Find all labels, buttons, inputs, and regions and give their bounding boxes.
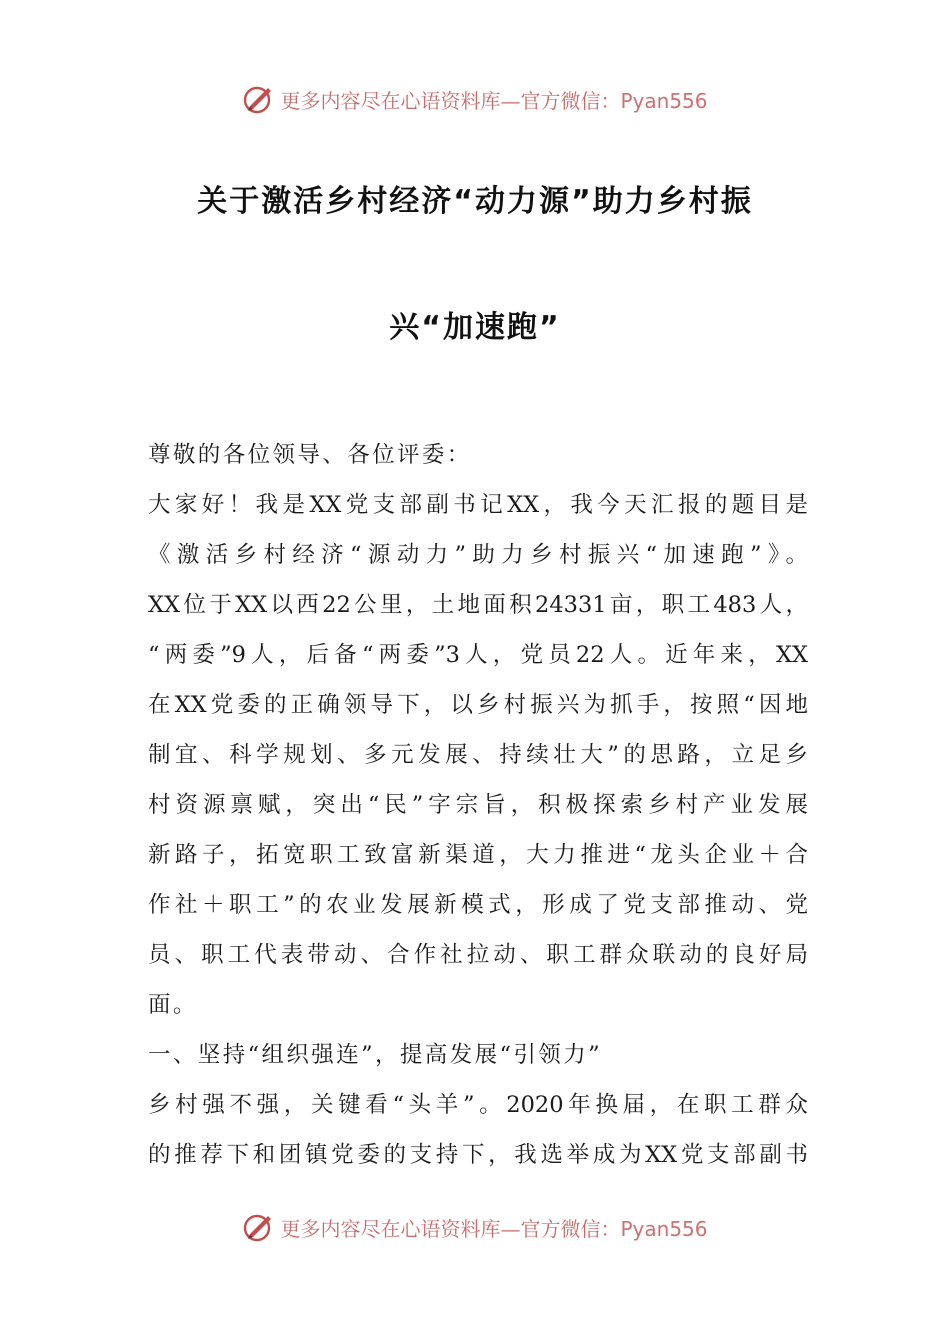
banner-text: 更多内容尽在心语资料库—官方微信：Pyan556 xyxy=(280,1216,708,1241)
page-title-line-2: 兴“加速跑” xyxy=(389,310,561,345)
pen-logo-icon xyxy=(242,82,276,116)
body-line: 《激活乡村经济“源动力”助力乡村振兴“加速跑”》。 xyxy=(148,542,808,568)
footer-watermark xyxy=(0,1210,950,1244)
body-line: 乡村强不强，关键看“头羊”。2020年换届，在职工群众 xyxy=(148,1092,808,1118)
body-line: 新路子，拓宽职工致富新渠道，大力推进“龙头企业＋合 xyxy=(148,842,808,868)
wechat-id: Pyan556 xyxy=(620,88,708,113)
document-body xyxy=(148,430,808,1180)
body-line: “两委”9人，后备“两委”3人，党员22人。近年来，XX xyxy=(148,642,808,668)
body-line: 制宜、科学规划、多元发展、持续壮大”的思路，立足乡 xyxy=(148,742,808,768)
body-line: 员、职工代表带动、合作社拉动、职工群众联动的良好局 xyxy=(148,942,808,968)
body-line: 大家好！我是XX党支部副书记XX，我今天汇报的题目是 xyxy=(148,492,808,518)
banner-text: 更多内容尽在心语资料库—官方微信：Pyan556 xyxy=(280,88,708,113)
header-watermark xyxy=(0,82,950,116)
body-line: 村资源禀赋，突出“民”字宗旨，积极探索乡村产业发展 xyxy=(148,792,808,818)
body-line: XX位于XX以西22公里，土地面积24331亩，职工483人， xyxy=(148,592,808,618)
page-title-line-1: 关于激活乡村经济“动力源”助力乡村振 xyxy=(197,184,753,219)
wechat-id: Pyan556 xyxy=(620,1216,708,1241)
pen-logo-icon xyxy=(242,1210,276,1244)
section-heading: 一、坚持“组织强连”，提高发展“引领力” xyxy=(148,1042,603,1068)
body-line: 面。 xyxy=(148,992,198,1018)
body-line: 尊敬的各位领导、各位评委： xyxy=(148,442,472,468)
body-line: 的推荐下和团镇党委的支持下，我选举成为XX党支部副书 xyxy=(148,1142,808,1168)
body-line: 在XX党委的正确领导下，以乡村振兴为抓手，按照“因地 xyxy=(148,692,808,718)
body-line: 作社＋职工”的农业发展新模式，形成了党支部推动、党 xyxy=(148,892,808,918)
